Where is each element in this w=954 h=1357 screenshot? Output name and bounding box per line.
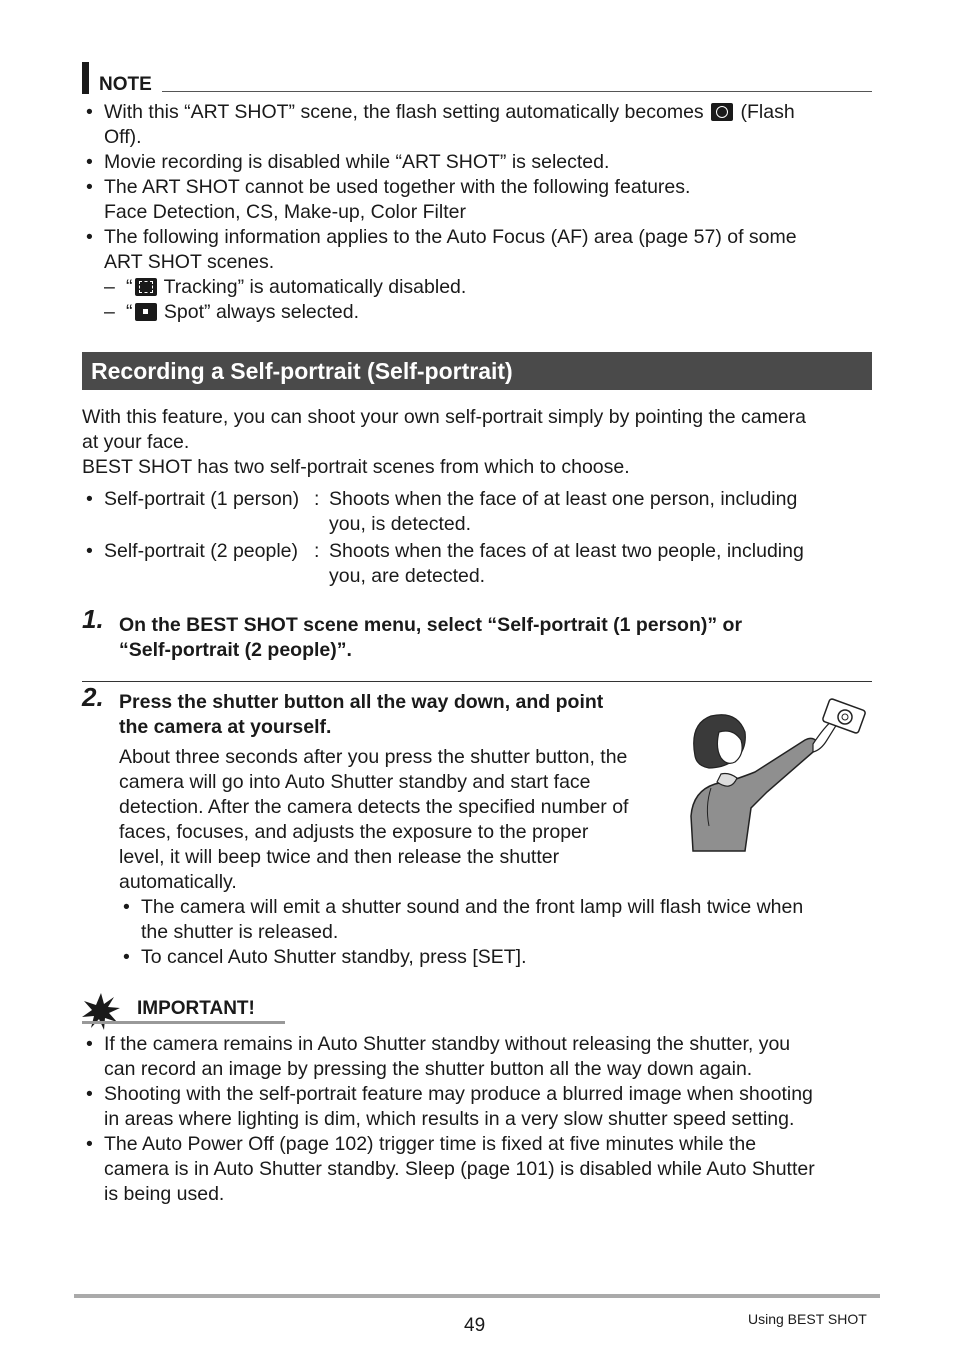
scene-options xyxy=(82,487,872,591)
starburst-icon xyxy=(82,993,120,1031)
self-portrait-illustration xyxy=(685,696,870,854)
important-rule xyxy=(82,1021,285,1024)
list-item: • To cancel Auto Shutter standby, press [SET]. xyxy=(119,945,869,970)
option-desc: Shoots when the face of at least one person, including you, is detected. xyxy=(329,488,798,535)
flash-off-icon xyxy=(711,103,733,121)
list-item: • If the camera remains in Auto Shutter standby without releasing the shutter, you can record an image by pressing the shutter button all the way down again. xyxy=(82,1032,872,1082)
spot-af-icon xyxy=(135,303,157,321)
step-number: 1. xyxy=(82,604,104,634)
option-desc: Shoots when the faces of at least two people, including you, are detected. xyxy=(329,540,804,587)
scene-option: • Self-portrait (1 person) : Shoots when the face of at least one person, including you, is detected. xyxy=(82,487,872,539)
note-item: • The following information applies to the Auto Focus (AF) area (page 57) of some ART SHOT scenes. – “ Tracking” is automatically disabled. – “ Spot” always selected. xyxy=(82,225,872,325)
note-rule xyxy=(162,91,872,92)
list-item: • Shooting with the self-portrait feature may produce a blurred image when shooting in areas where lighting is dim, which results in a very slow shutter speed setting. xyxy=(82,1082,872,1132)
note-label: NOTE xyxy=(99,74,152,95)
footer-section-name: Using BEST SHOT xyxy=(748,1311,867,1327)
footer-rule xyxy=(74,1294,880,1298)
list-item: • The camera will emit a shutter sound and the front lamp will flash twice when the shutter is released. xyxy=(119,895,869,945)
step-body: About three seconds after you press the shutter button, the camera will go into Auto Shutter standby and start face detection. After the camera detects the specified number of faces, focuses, and adjusts the exposure to the proper level, it will beep twice and then release the shutter automatically. xyxy=(119,746,629,893)
note-item: • The ART SHOT cannot be used together with the following features. Face Detection, CS, Make-up, Color Filter xyxy=(82,175,872,225)
important-label: IMPORTANT! xyxy=(137,998,255,1019)
section-intro: With this feature, you can shoot your own self-portrait simply by pointing the camera at your face. BEST SHOT has two self-portrait scenes from which to choose. xyxy=(82,406,807,478)
option-term: Self-portrait (1 person) xyxy=(104,488,300,510)
step-notes xyxy=(119,895,869,970)
step-number: 2. xyxy=(82,682,104,712)
note-subitem: – “ Tracking” is automatically disabled. xyxy=(104,275,872,300)
scene-option: • Self-portrait (2 people) : Shoots when the faces of at least two people, including you, are detected. xyxy=(82,539,872,591)
list-item: • The Auto Power Off (page 102) trigger time is fixed at five minutes while the camera is in Auto Shutter standby. Sleep (page 101) is disabled while Auto Shutter is being used. xyxy=(82,1132,872,1207)
step-heading: On the BEST SHOT scene menu, select “Self-portrait (1 person)” or “Self-portrait (2 people)”. xyxy=(119,614,743,661)
note-subitem: – “ Spot” always selected. xyxy=(104,300,872,325)
note-item: • With this “ART SHOT” scene, the flash setting automatically becomes (Flash Off). xyxy=(82,100,872,150)
important-list xyxy=(82,1032,872,1207)
note-item: • Movie recording is disabled while “ART SHOT” is selected. xyxy=(82,150,872,175)
section-title: Recording a Self-portrait (Self-portrait) xyxy=(82,352,872,390)
option-term: Self-portrait (2 people) xyxy=(104,540,299,562)
step-heading: Press the shutter button all the way down, and point the camera at yourself. xyxy=(119,691,604,738)
note-marker-bar xyxy=(82,62,89,94)
note-list xyxy=(82,100,872,325)
step-divider xyxy=(82,681,872,682)
tracking-af-icon xyxy=(135,278,157,296)
page-number: 49 xyxy=(464,1315,486,1336)
